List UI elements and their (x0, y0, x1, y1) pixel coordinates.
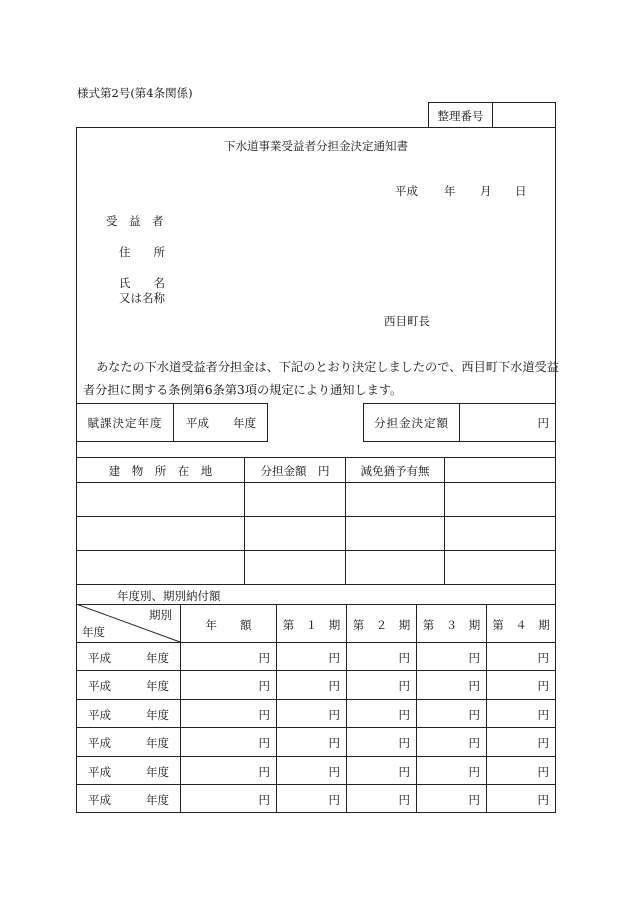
ref-number-label: 整理番号 (437, 109, 484, 123)
row-yen: 円 (537, 679, 549, 693)
row-year-unit: 年度 (146, 651, 169, 665)
row-yen: 円 (258, 793, 270, 807)
amount-box-border (363, 441, 556, 442)
frame-bottom (76, 812, 556, 813)
property-table-divider (444, 457, 445, 584)
assessment-box-border (267, 403, 268, 441)
row-yen: 円 (468, 765, 480, 779)
property-table-border (76, 550, 556, 551)
row-yen: 円 (258, 679, 270, 693)
frame-right (555, 127, 556, 813)
row-yen: 円 (258, 708, 270, 722)
row-yen: 円 (328, 765, 340, 779)
assessment-year-label: 賦課決定年度 (87, 416, 163, 430)
row-era: 平成 (88, 793, 111, 807)
row-era: 平成 (88, 708, 111, 722)
form-number-label: 様式第2号(第4条関係) (77, 86, 193, 100)
amount-label: 分担金決定額 (374, 416, 449, 430)
row-yen: 円 (537, 793, 549, 807)
row-yen: 円 (328, 736, 340, 750)
installment-table-border (76, 699, 556, 700)
row-yen: 円 (258, 736, 270, 750)
assessment-year-unit: 年度 (233, 416, 256, 430)
row-yen: 円 (468, 736, 480, 750)
property-header-location: 建 物 所 在 地 (108, 464, 213, 478)
row-yen: 円 (398, 765, 410, 779)
recipient-heading: 受 益 者 (106, 214, 164, 228)
installment-table-border (76, 756, 556, 757)
assessment-box-border (76, 441, 268, 442)
header-period-2: 第 ２ 期 (352, 618, 411, 632)
row-yen: 円 (328, 651, 340, 665)
name-label: 氏 名 (119, 276, 165, 290)
date-year: 年 (444, 184, 456, 198)
issuer-name: 西目町長 (384, 314, 430, 328)
body-text-line1: あなたの下水道受益者分担金は、下記のとおり決定しましたので、西目町下水道受益 (96, 360, 559, 374)
body-text-line2: 者分担に関する条例第6条第3項の規定により通知します。 (83, 383, 403, 397)
date-month: 月 (480, 184, 492, 198)
ref-box-border (555, 102, 556, 127)
row-yen: 円 (468, 708, 480, 722)
header-period-3: 第 ３ 期 (422, 618, 481, 632)
row-yen: 円 (398, 736, 410, 750)
row-era: 平成 (88, 679, 111, 693)
amount-yen: 円 (537, 416, 549, 430)
row-yen: 円 (258, 651, 270, 665)
name-label-alt: 又は名称 (119, 291, 165, 305)
date-era: 平成 (395, 184, 418, 198)
installment-caption: 年度別、期別納付額 (117, 589, 221, 603)
row-yen: 円 (537, 765, 549, 779)
assessment-box-divider (173, 403, 174, 441)
address-label: 住 所 (119, 245, 165, 259)
row-era: 平成 (88, 651, 111, 665)
installment-table-border (76, 670, 556, 671)
corner-period-label: 期別 (149, 608, 172, 622)
installment-table-border (76, 727, 556, 728)
assessment-box-border (76, 403, 268, 404)
property-table-border (76, 584, 556, 585)
row-yen: 円 (398, 651, 410, 665)
date-day: 日 (515, 184, 527, 198)
row-year-unit: 年度 (146, 765, 169, 779)
ref-number-field[interactable] (493, 103, 555, 127)
row-yen: 円 (537, 651, 549, 665)
row-yen: 円 (468, 651, 480, 665)
header-period-1: 第 １ 期 (282, 618, 341, 632)
row-year-unit: 年度 (146, 708, 169, 722)
row-yen: 円 (468, 793, 480, 807)
frame-top (76, 127, 556, 128)
document-title: 下水道事業受益者分担金決定通知書 (224, 139, 408, 153)
row-yen: 円 (398, 793, 410, 807)
row-yen: 円 (537, 736, 549, 750)
row-yen: 円 (537, 708, 549, 722)
row-yen: 円 (328, 793, 340, 807)
installment-table-border (76, 784, 556, 785)
property-header-amount: 分担金額 円 (260, 464, 330, 478)
row-era: 平成 (88, 736, 111, 750)
row-year-unit: 年度 (146, 736, 169, 750)
row-yen: 円 (398, 679, 410, 693)
property-table-border (76, 482, 556, 483)
header-annual-amount: 年 額 (205, 618, 252, 632)
assessment-year-era: 平成 (186, 416, 209, 430)
row-yen: 円 (258, 765, 270, 779)
row-year-unit: 年度 (146, 679, 169, 693)
row-yen: 円 (468, 679, 480, 693)
row-year-unit: 年度 (146, 793, 169, 807)
property-table-border (76, 457, 556, 458)
header-period-4: 第 ４ 期 (492, 618, 550, 632)
row-yen: 円 (328, 708, 340, 722)
row-yen: 円 (328, 679, 340, 693)
property-table-border (76, 516, 556, 517)
property-header-exemption: 減免猶予有無 (360, 464, 430, 478)
corner-year-label: 年度 (82, 625, 105, 639)
row-yen: 円 (398, 708, 410, 722)
row-era: 平成 (88, 765, 111, 779)
